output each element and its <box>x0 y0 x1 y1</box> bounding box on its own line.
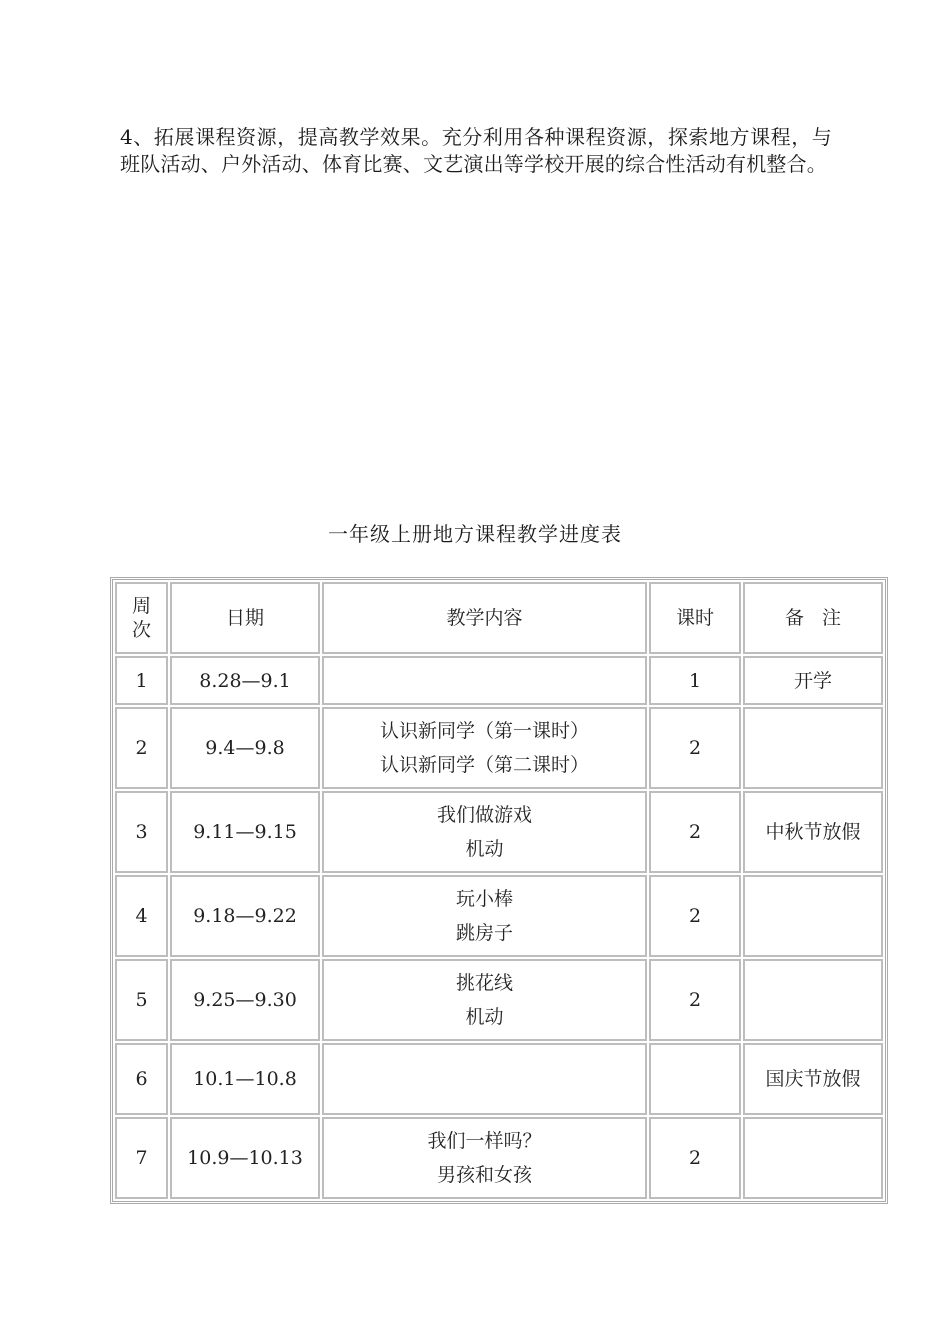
week-cell: 7 <box>115 1117 168 1199</box>
remark-cell <box>743 875 883 957</box>
week-cell: 4 <box>115 875 168 957</box>
content-cell <box>322 1117 647 1199</box>
content-line: 男孩和女孩 <box>436 1164 532 1186</box>
content-line: 机动 <box>465 1006 504 1028</box>
week-cell: 1 <box>115 656 168 705</box>
content-cell <box>322 959 647 1041</box>
content-line: 认识新同学（第一课时） <box>379 720 589 742</box>
content-line: 机动 <box>465 838 504 860</box>
hours-cell: 2 <box>649 791 741 873</box>
table-row <box>115 1117 883 1199</box>
remark-cell <box>743 1117 883 1199</box>
hours-cell: 2 <box>649 707 741 789</box>
header-week: 周 次 <box>115 582 168 654</box>
table-row <box>115 791 883 873</box>
content-cell <box>322 707 647 789</box>
content-line: 我们一样吗？ <box>427 1130 542 1152</box>
date-cell: 9.25—9.30 <box>170 959 320 1041</box>
date-cell: 8.28—9.1 <box>170 656 320 705</box>
table-row <box>115 707 883 789</box>
hours-cell: 1 <box>649 656 741 705</box>
content-line: 挑花线 <box>455 972 513 994</box>
week-cell: 2 <box>115 707 168 789</box>
hours-cell: 2 <box>649 1117 741 1199</box>
body-paragraph: 4、拓展课程资源，提高教学效果。充分利用各种课程资源，探索地方课程，与班队活动、户外活动、体育比赛、文艺演出等学校开展的综合性活动有机整合。 <box>120 125 832 176</box>
content-line: 我们做游戏 <box>436 804 532 826</box>
date-cell: 10.9—10.13 <box>170 1117 320 1199</box>
remark-cell: 中秋节放假 <box>743 791 883 873</box>
table-header-row <box>115 582 883 654</box>
hours-cell: 2 <box>649 875 741 957</box>
table-row <box>115 875 883 957</box>
schedule-table <box>110 577 888 1204</box>
remark-cell <box>743 707 883 789</box>
remark-cell: 国庆节放假 <box>743 1043 883 1115</box>
hours-cell <box>649 1043 741 1115</box>
week-cell: 5 <box>115 959 168 1041</box>
content-line: 玩小棒 <box>455 888 513 910</box>
table-row <box>115 1043 883 1115</box>
week-cell: 6 <box>115 1043 168 1115</box>
date-cell: 9.18—9.22 <box>170 875 320 957</box>
content-cell <box>322 1043 647 1115</box>
hours-cell: 2 <box>649 959 741 1041</box>
header-remark: 备注 <box>743 582 883 654</box>
content-cell <box>322 875 647 957</box>
table-row <box>115 656 883 705</box>
header-hours: 课时 <box>649 582 741 654</box>
date-cell: 10.1—10.8 <box>170 1043 320 1115</box>
header-date: 日期 <box>170 582 320 654</box>
date-cell: 9.4—9.8 <box>170 707 320 789</box>
date-cell: 9.11—9.15 <box>170 791 320 873</box>
table-row <box>115 959 883 1041</box>
table-title: 一年级上册地方课程教学进度表 <box>328 522 622 546</box>
header-content: 教学内容 <box>322 582 647 654</box>
content-line: 认识新同学（第二课时） <box>379 754 589 776</box>
content-cell <box>322 656 647 705</box>
content-line: 跳房子 <box>455 922 513 944</box>
remark-cell <box>743 959 883 1041</box>
content-cell <box>322 791 647 873</box>
week-cell: 3 <box>115 791 168 873</box>
remark-cell: 开学 <box>743 656 883 705</box>
